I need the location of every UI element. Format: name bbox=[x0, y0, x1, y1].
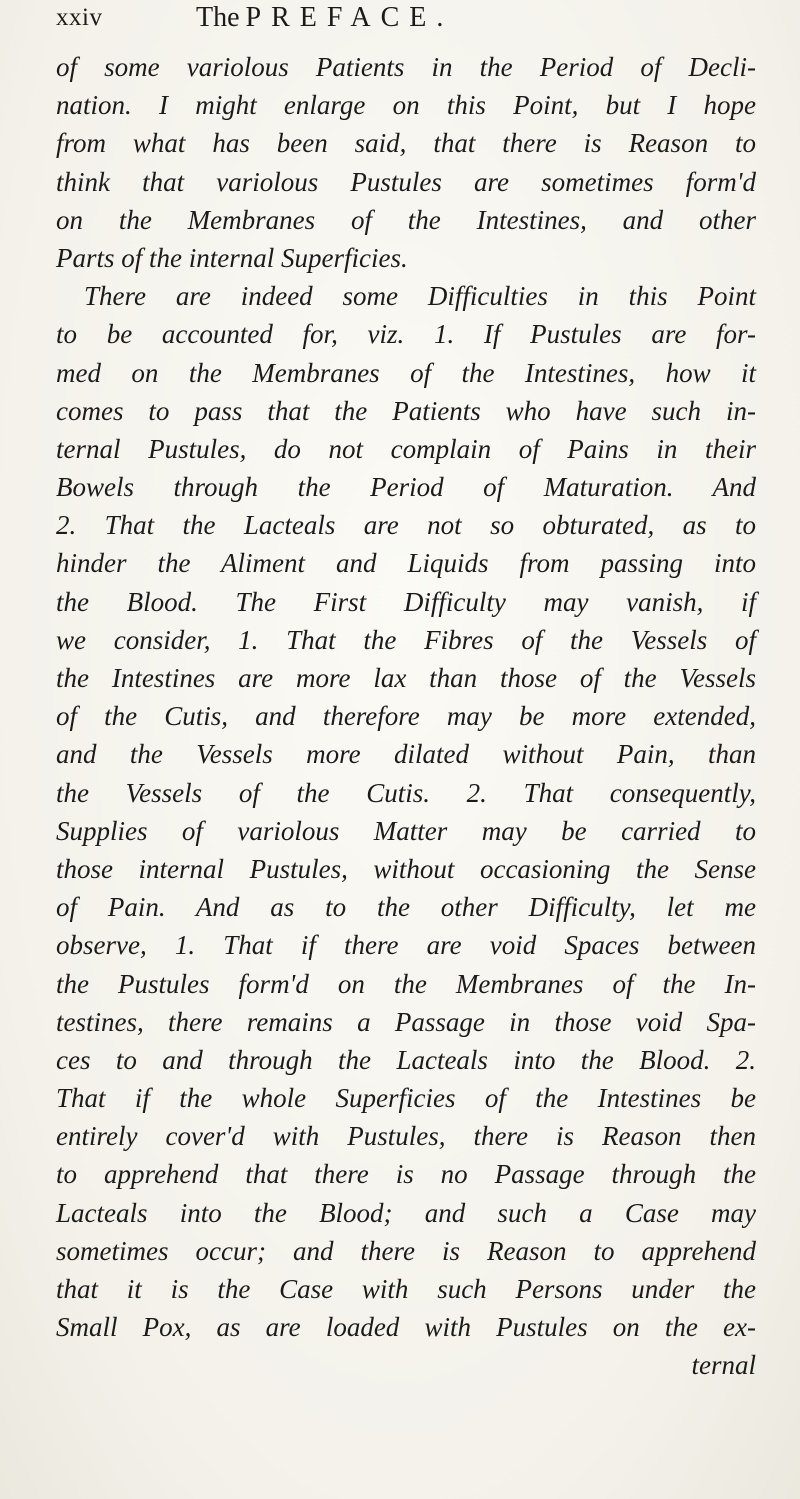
text-line: testines, there remains a Passage in those void Spa- bbox=[56, 1006, 756, 1037]
text-line: ces to and through the Lacteals into the Blood. 2. bbox=[56, 1044, 756, 1075]
text-line: sometimes occur; and there is Reason to apprehend bbox=[56, 1235, 756, 1266]
text-line: Parts of the internal Superficies. bbox=[56, 242, 408, 273]
text-line: There are indeed some Difficulties in this Point bbox=[84, 281, 756, 312]
text-line: med on the Membranes of the Intestines, how it bbox=[56, 357, 756, 388]
text-line: from what has been said, that there is Reason to bbox=[56, 128, 756, 159]
text-line: of some variolous Patients in the Period of Decli- bbox=[56, 52, 756, 82]
text-line: hinder the Aliment and Liquids from passing into bbox=[56, 548, 756, 579]
body-text bbox=[56, 48, 756, 1385]
running-head-title: PREFACE. bbox=[245, 2, 454, 33]
catchword: ternal bbox=[691, 1350, 756, 1381]
text-line: of the Cutis, and therefore may be more extended, bbox=[56, 701, 756, 732]
text-line: we consider, 1. That the Fibres of the Vessels of bbox=[56, 624, 756, 655]
text-line: Supplies of variolous Matter may be carried to bbox=[56, 815, 756, 846]
text-line: entirely cover'd with Pustules, there is Reason then bbox=[56, 1121, 756, 1152]
text-line: the Pustules form'd on the Membranes of the In- bbox=[56, 968, 756, 999]
text-line: Bowels through the Period of Maturation. And bbox=[56, 472, 756, 503]
text-line: the Blood. The First Difficulty may vanish, if bbox=[56, 586, 756, 617]
page-header bbox=[56, 0, 776, 44]
running-head bbox=[196, 2, 453, 34]
text-line: on the Membranes of the Intestines, and other bbox=[56, 204, 756, 235]
text-line: and the Vessels more dilated without Pain, than bbox=[56, 739, 756, 770]
text-line: Small Pox, as are loaded with Pustules on the ex- bbox=[56, 1312, 756, 1343]
text-line: the Intestines are more lax than those of the Vessels bbox=[56, 663, 756, 693]
text-line: 2. That the Lacteals are not so obturated, as to bbox=[56, 510, 756, 541]
text-line: comes to pass that the Patients who have such in- bbox=[56, 395, 756, 426]
text-line: the Vessels of the Cutis. 2. That consequently, bbox=[56, 777, 756, 808]
running-head-prefix: The bbox=[196, 2, 240, 33]
text-line: to apprehend that there is no Passage through the bbox=[56, 1159, 756, 1190]
page-number: xxiv bbox=[56, 4, 103, 31]
text-line: those internal Pustules, without occasioning the Sense bbox=[56, 853, 756, 884]
text-line: ternal Pustules, do not complain of Pains in their bbox=[56, 433, 756, 464]
text-line: observe, 1. That if there are void Spaces between bbox=[56, 930, 756, 961]
text-line: of Pain. And as to the other Difficulty, let me bbox=[56, 892, 756, 923]
text-line: that it is the Case with such Persons under the bbox=[56, 1274, 756, 1304]
text-line: nation. I might enlarge on this Point, but I hope bbox=[56, 90, 756, 121]
text-line: Lacteals into the Blood; and such a Case may bbox=[56, 1197, 756, 1228]
text-line: to be accounted for, viz. 1. If Pustules are for- bbox=[56, 319, 756, 350]
text-line: think that variolous Pustules are sometimes form'd bbox=[56, 166, 756, 197]
text-line: That if the whole Superficies of the Intestines be bbox=[56, 1083, 756, 1114]
